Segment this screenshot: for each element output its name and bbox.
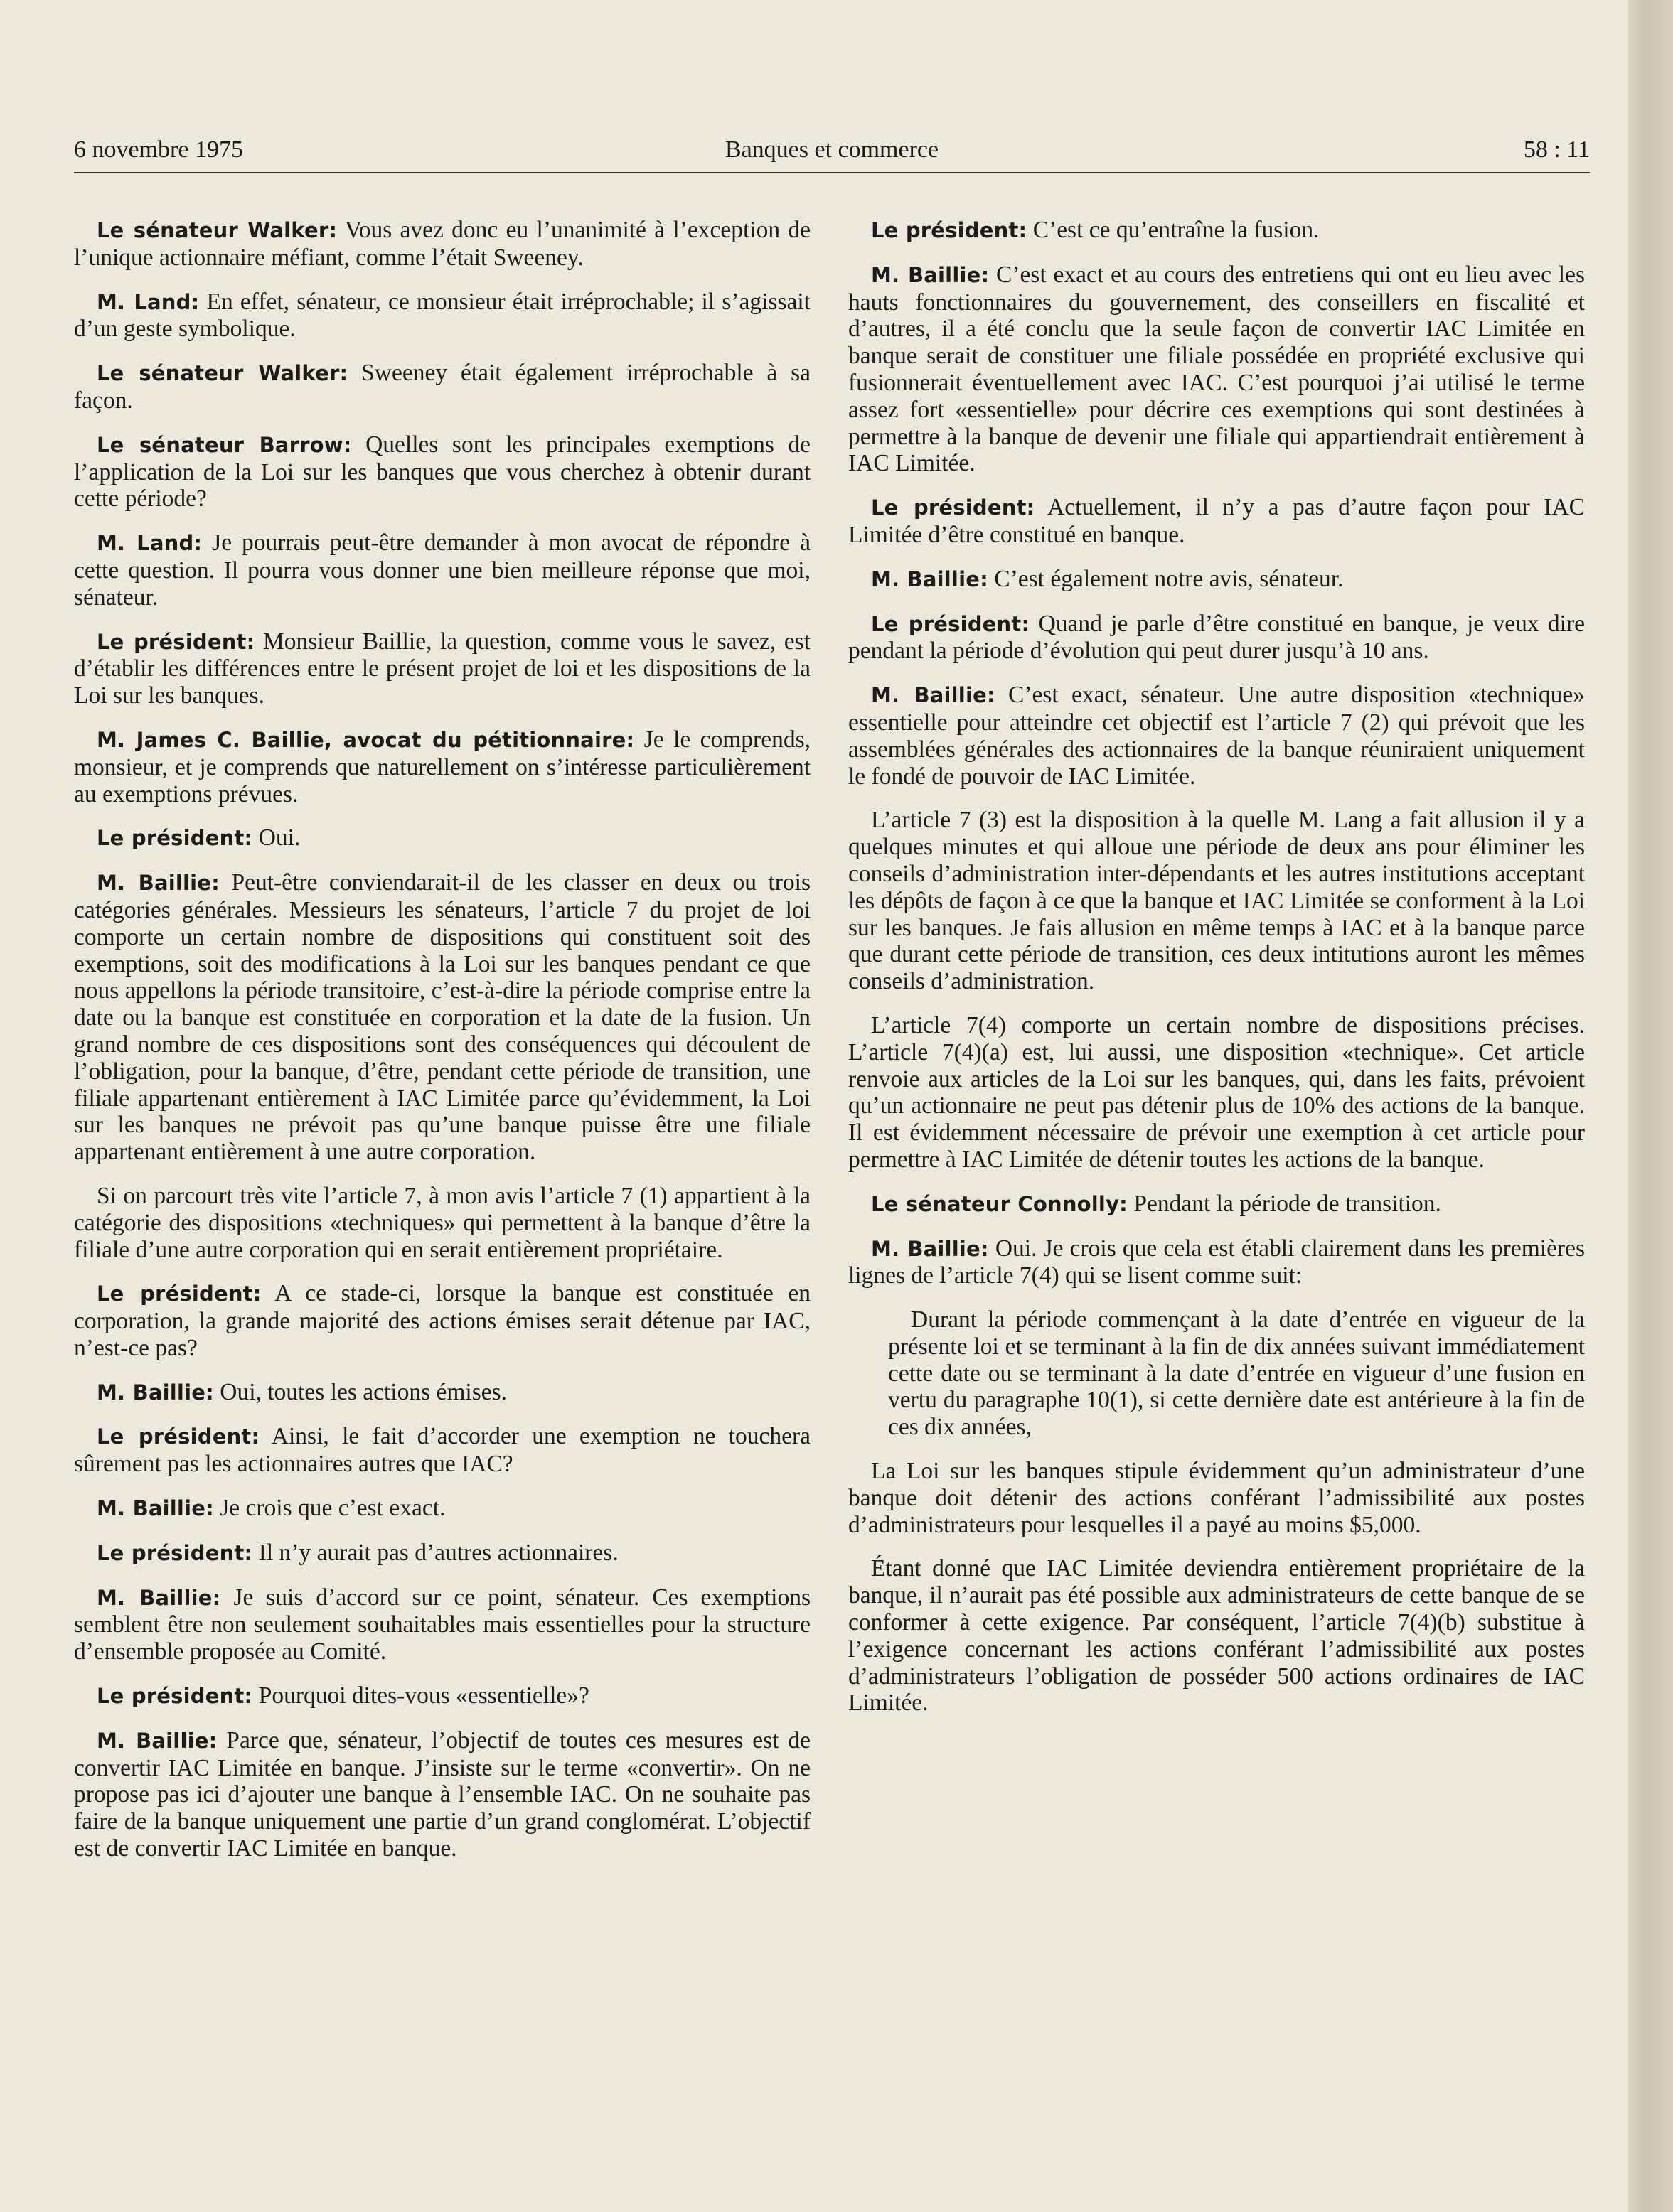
left-column <box>74 217 811 1879</box>
paragraph <box>848 217 1585 245</box>
paragraph-text: Je crois que c’est exact. <box>213 1495 446 1522</box>
page-header <box>74 136 1590 169</box>
paragraph-text: C’est ce qu’entraîne la fusion. <box>1027 217 1320 243</box>
paragraph <box>74 1584 811 1665</box>
paragraph-text: A ce stade-ci, lorsque la banque est constituée en corporation, la grande majorité des actions émises serait détenue par IAC, n’est-ce pas? <box>74 1280 811 1361</box>
speaker-name: Le sénateur Walker: <box>97 218 338 242</box>
paragraph-text: La Loi sur les banques stipule évidemment qu’un administrateur d’une banque doit détenir des actions conférant l’admissibilité aux postes d’administrateurs pour lesquelles il a payé au moins $5,000. <box>848 1458 1585 1538</box>
speaker-name: Le président: <box>871 495 1035 520</box>
speaker-name: Le président: <box>97 1424 260 1449</box>
paragraph <box>74 1423 811 1478</box>
speaker-name: M. Baillie: <box>871 567 988 591</box>
speaker-name: M. Baillie: <box>871 262 990 287</box>
paragraph <box>74 1280 811 1361</box>
paragraph <box>74 1727 811 1862</box>
paragraph-text: Je pourrais peut-être demander à mon avocat de répondre à cette question. Il pourra vous donner une bien meilleure réponse que moi, sénateur. <box>74 530 811 611</box>
speaker-name: M. James C. Baillie, avocat du pétitionnaire: <box>97 727 635 752</box>
paragraph-text: Actuellement, il n’y a pas d’autre façon pour IAC Limitée d’être constitué en banque. <box>848 494 1585 548</box>
header-page-number: 58 : 11 <box>1523 136 1590 163</box>
paragraph <box>74 1682 811 1710</box>
paragraph-text: Vous avez donc eu l’unanimité à l’exception de l’unique actionnaire méfiant, comme l’était Sweeney. <box>74 217 811 271</box>
paragraph <box>848 1555 1585 1717</box>
paragraph-text: Je le comprends, monsieur, et je comprends que naturellement on s’intéresse particulièrement au exemptions prévues. <box>74 726 811 807</box>
header-title: Banques et commerce <box>725 136 939 163</box>
paragraph-text: Sweeney était également irréprochable à sa façon. <box>74 360 811 414</box>
paragraph-text: C’est exact, sénateur. Une autre disposition «technique» essentielle pour atteindre cet objectif est l’article 7 (2) qui prévoit que les assemblées générales des actionnaires de la banque réuniraient uniquement le fondé de pouvoir de IAC Limitée. <box>848 682 1585 790</box>
paragraph-text: Étant donné que IAC Limitée deviendra entièrement propriétaire de la banque, il n’aurait pas été possible aux administrateurs de cette banque de se conformer à cette exigence. Par conséquent, l’article 7(4)(b) substitue à l’exigence concernant les actions conférant l’admissibilité aux postes d’administrateurs l’obligation de posséder 500 actions ordinaires de IAC Limitée. <box>848 1555 1585 1717</box>
paragraph-text: Peut-être conviendarait-il de les classer en deux ou trois catégories générales. Messieurs les sénateurs, l’article 7 du projet de loi comporte un certain nombre de dispositions qui constituent soit des exemptions, soit des modifications à la Loi sur les banques pendant ce que nous appellons la période transitoire, c’est-à-dire la période comprise entre la date ou la banque est constituée en corporation et la date de la fusion. Un grand nombre de ces dispositions sont des conséquences qui découlent de l’obligation, pour la banque, d’être, pendant cette période de transition, une filiale appartenant entièrement à IAC Limitée parce qu’évidemment, la Loi sur les banques ne prévoit pas qu’une banque puisse être une filiale appartenant entièrement à une autre corporation. <box>74 869 811 1166</box>
speaker-name: M. Baillie: <box>97 1728 218 1753</box>
paragraph-text: C’est également notre avis, sénateur. <box>988 565 1344 592</box>
paragraph <box>74 825 811 852</box>
paragraph-text: Monsieur Baillie, la question, comme vous le savez, est d’établir les différences entre le présent projet de loi et les dispositions de la Loi sur les banques. <box>74 628 811 709</box>
speaker-name: Le sénateur Walker: <box>97 361 348 386</box>
paragraph-text: Oui. <box>252 825 301 852</box>
paragraph <box>848 1458 1585 1538</box>
speaker-name: M. Baillie: <box>97 871 220 896</box>
paragraph <box>848 494 1585 549</box>
speaker-name: Le président: <box>97 826 253 851</box>
paragraph <box>74 869 811 1166</box>
paragraph-text: Si on parcourt très vite l’article 7, à mon avis l’article 7 (1) appartient à la catégorie des dispositions «techniques» qui permettent à la banque d’être la filiale d’une autre corporation qui en serait entièrement propriétaire. <box>74 1182 811 1263</box>
paragraph-text: Ainsi, le fait d’accorder une exemption ne touchera sûrement pas les actionnaires autres que IAC? <box>74 1423 811 1478</box>
page-edge <box>1628 0 1673 2212</box>
paragraph <box>848 1191 1585 1218</box>
speaker-name: M. Baillie: <box>871 1236 989 1261</box>
paragraph <box>74 1379 811 1407</box>
speaker-name: M. Baillie: <box>97 1585 221 1610</box>
paragraph-text: L’article 7 (3) est la disposition à la quelle M. Lang a fait allusion il y a quelques minutes et qui alloue une période de deux ans pour éliminer les conseils d’administration inter-dépendants et les autres institutions acceptant les dépôts de façon à ce que la banque et IAC Limitée se conforment à la Loi sur les banques. Je fais allusion en même temps à IAC et à la banque parce que durant cette période de transition, ces deux intitutions auront les mêmes conseils d’administration. <box>848 807 1585 995</box>
speaker-name: Le président: <box>97 1540 253 1565</box>
paragraph-text: Pendant la période de transition. <box>1127 1190 1441 1217</box>
paragraph <box>74 360 811 414</box>
paragraph <box>848 807 1585 995</box>
header-rule <box>74 172 1590 173</box>
speaker-name: Le président: <box>871 218 1027 242</box>
paragraph <box>74 628 811 709</box>
header-date: 6 novembre 1975 <box>74 136 243 163</box>
paragraph <box>74 1495 811 1523</box>
paragraph <box>74 1183 811 1263</box>
speaker-name: M. Land: <box>97 289 200 314</box>
speaker-name: M. Baillie: <box>871 683 995 708</box>
paragraph <box>74 726 811 807</box>
paragraph-text: L’article 7(4) comporte un certain nombre de dispositions précises. L’article 7(4)(a) est, lui aussi, une disposition «technique». Cet article renvoie aux articles de la Loi sur les banques, qui, dans les faits, prévoient qu’un actionnaire ne peut pas détenir plus de 10% des actions de la banque. Il est évidemment nécessaire de prévoir une exemption à cet article pour permettre à IAC Limitée de détenir toutes les actions de la banque. <box>848 1011 1585 1173</box>
paragraph-text: C’est exact et au cours des entretiens qui ont eu lieu avec les hauts fonctionnaires du gouvernement, des conseillers en fiscalité et d’autres, il a été conclu que la seule façon de convertir IAC Limitée en banque serait de constituer une filiale possédée en propriété exclusive qui fusionnerait éventuellement avec IAC. C’est pourquoi j’ai utilisé le terme assez fort «essentielle» pour décrire ces exemptions qui sont destinées à permettre à la banque de devenir une filiale qui appartiendrait entièrement à IAC Limitée. <box>848 261 1585 477</box>
paragraph <box>74 431 811 512</box>
paragraph <box>74 1540 811 1567</box>
paragraph <box>848 1012 1585 1174</box>
speaker-name: Le président: <box>97 1684 253 1709</box>
paragraph-text: Il n’y aurait pas d’autres actionnaires. <box>252 1539 619 1566</box>
speaker-name: M. Baillie: <box>97 1380 214 1405</box>
paragraph-text: Parce que, sénateur, l’objectif de toutes ces mesures est de convertir IAC Limitée en banque. J’insiste sur le terme «convertir». On ne propose pas ici d’ajouter une banque à l’ensemble IAC. On ne souhaite pas faire de la banque uniquement une partie d’un grand conglomérat. L’objectif est de convertir IAC Limitée en banque. <box>74 1727 811 1862</box>
paragraph-text: Oui, toutes les actions émises. <box>213 1378 508 1405</box>
paragraph-text: Quand je parle d’être constitué en banque, je veux dire pendant la période d’évolution qui peut durer jusqu’à 10 ans. <box>848 610 1585 665</box>
paragraph <box>74 530 811 611</box>
paragraph-text: En effet, sénateur, ce monsieur était irréprochable; il s’agissait d’un geste symbolique. <box>74 288 811 343</box>
speaker-name: Le sénateur Barrow: <box>97 432 352 457</box>
paragraph <box>74 289 811 343</box>
right-column <box>848 217 1585 1734</box>
paragraph-text: Je suis d’accord sur ce point, sénateur. Ces exemptions semblent être non seulement souhaitables mais essentielles pour la structure d’ensemble proposée au Comité. <box>74 1584 811 1665</box>
paragraph <box>848 611 1585 665</box>
paragraph <box>848 566 1585 594</box>
speaker-name: Le sénateur Connolly: <box>871 1191 1128 1216</box>
speaker-name: Le président: <box>97 629 255 654</box>
paragraph <box>74 217 811 272</box>
speaker-name: M. Baillie: <box>97 1496 214 1521</box>
paragraph <box>848 682 1585 790</box>
block-quote: Durant la période commençant à la date d’entrée en vigueur de la présente loi et se terminant à la fin de dix années suivant immédiatement cette date ou se terminant à la date d’entrée en vigueur d’une fusion en vertu du paragraphe 10(1), si cette dernière date est antérieure à la fin de ces dix années, <box>888 1306 1585 1441</box>
paragraph <box>848 262 1585 477</box>
speaker-name: Le président: <box>97 1282 262 1306</box>
speaker-name: M. Land: <box>97 531 203 556</box>
speaker-name: Le président: <box>871 611 1030 636</box>
paragraph-text: Quelles sont les principales exemptions de l’application de la Loi sur les banques que vous cherchez à obtenir durant cette période? <box>74 431 811 512</box>
paragraph <box>848 1235 1585 1290</box>
paragraph-text: Oui. Je crois que cela est établi clairement dans les premières lignes de l’article 7(4) qui se lisent comme suit: <box>848 1235 1585 1289</box>
paragraph-text: Pourquoi dites-vous «essentielle»? <box>252 1682 589 1709</box>
